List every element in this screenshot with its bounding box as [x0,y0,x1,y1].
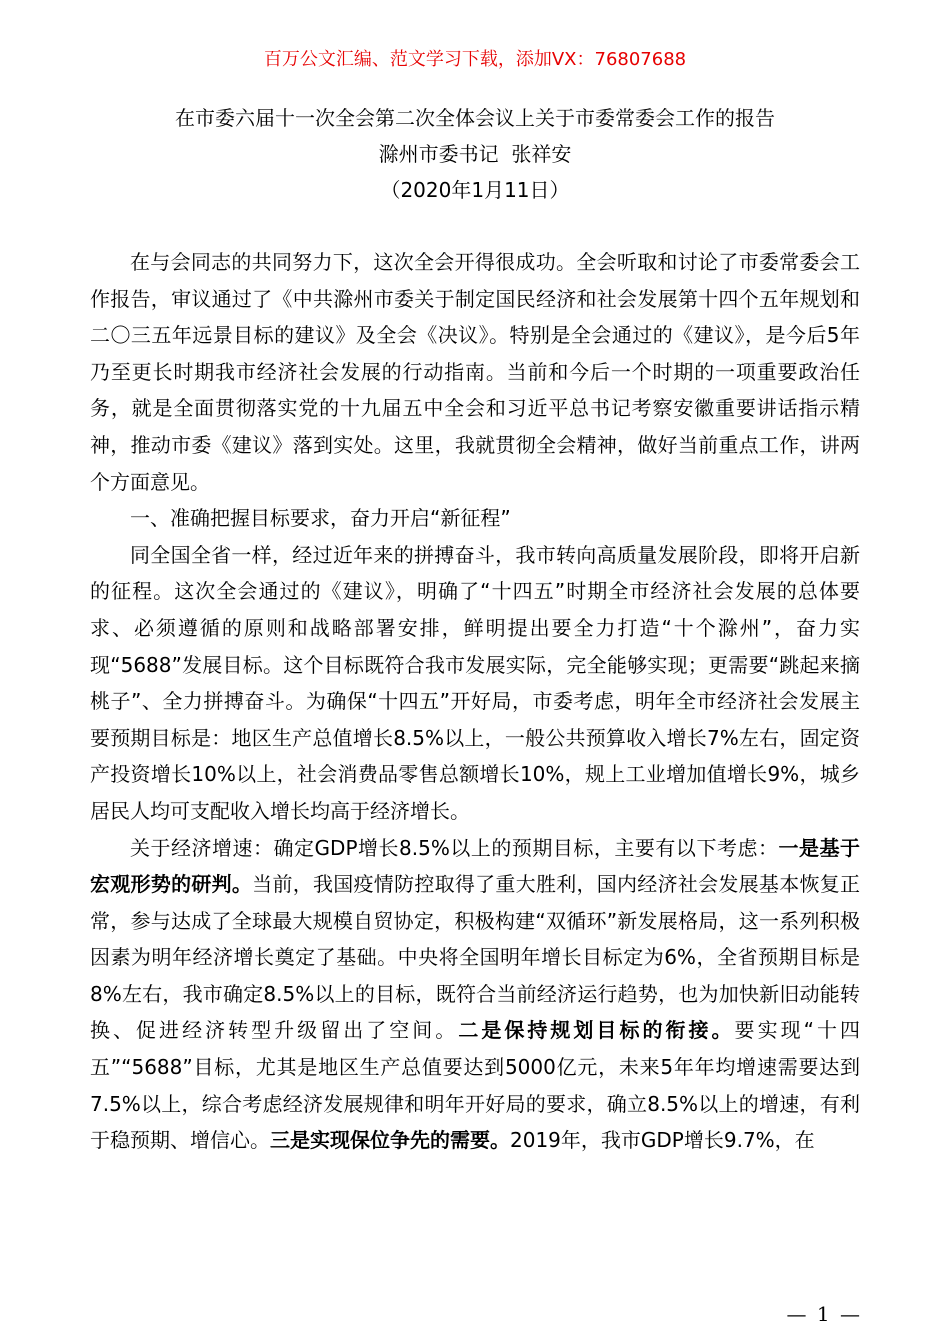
paragraph-goals: 同全国全省一样，经过近年来的拼搏奋斗，我市转向高质量发展阶段，即将开启新的征程。这次全会通过的《建议》，明确了“十四五”时期全市经济社会发展的总体要求、必须遵循的原则和战略部署安排，鲜明提出要全力打造“十个滁州”，奋力实现“5688”发展目标。这个目标既符合我市发展实际，完全能够实现；更需要“跳起来摘桃子”、全力拼搏奋斗。为确保“十四五”开好局，市委考虑，明年全市经济社会发展主要预期目标是：地区生产总值增长8.5%以上，一般公共预算收入增长7%左右，固定资产投资增长10%以上，社会消费品零售总额增长10%，规上工业增加值增长9%，城乡居民人均可支配收入增长均高于经济增长。 [90,542,860,823]
watermark-banner: 百万公文汇编、范文学习下载，添加VX：76807688 [263,49,687,70]
point-three-text: 2019年，我市GDP增长9.7%，在 [510,1128,815,1153]
section-heading-1: 一、准确把握目标要求，奋力开启“新征程” [130,506,511,531]
page-number: — 1 — [786,1302,862,1326]
point-one-text: 当前，我国疫情防控取得了重大胜利，国内经济社会发展基本恢复正常，参与达成了全球最大规模自贸协定，积极构建“双循环”新发展格局，这一系列积极因素为明年经济增长奠定了基础。中央将全国明年增长目标定为6%，全省预期目标是8%左右，我市确定8.5%以上的目标，既符合当前经济运行趋势，也为加快新旧动能转换、促进经济转型升级留出了空间。 [90,872,861,1043]
document-body [90,244,860,1159]
point-two-heading: 二是保持规划目标的衔接。 [458,1018,735,1043]
document-date: （2020年1月11日） [380,178,570,202]
growth-intro-text: 关于经济增速：确定GDP增长8.5%以上的预期目标，主要有以下考虑： [130,835,779,860]
paragraph-intro: 在与会同志的共同努力下，这次全会开得很成功。全会听取和讨论了市委常委会工作报告，审议通过了《中共滁州市委关于制定国民经济和社会发展第十四个五年规划和二〇三五年远景目标的建议》及全会《决议》。特别是全会通过的《建议》，是今后5年乃至更长时期我市经济社会发展的行动指南。当前和今后一个时期的一项重要政治任务，就是全面贯彻落实党的十九届五中全会和习近平总书记考察安徽重要讲话指示精神，推动市委《建议》落到实处。这里，我就贯彻全会精神，做好当前重点工作，讲两个方面意见。 [90,250,860,494]
point-three-heading: 三是实现保位争先的需要。 [270,1128,510,1153]
point-one-heading: 一是基于宏观形势的研判。 [90,835,860,897]
document-header [0,100,950,208]
paragraph-growth-rationale [90,830,860,1159]
document-author: 滁州市委书记 张祥安 [378,142,572,166]
document-title: 在市委六届十一次全会第二次全体会议上关于市委常委会工作的报告 [175,106,775,130]
point-two-text: 要实现“十四五”“5688”目标，尤其是地区生产总值要达到5000亿元，未来5年年均增速需要达到7.5%以上，综合考虑经济发展规律和明年开好局的要求，确立8.5%以上的增速，有利于稳预期、增信心。 [90,1018,861,1153]
